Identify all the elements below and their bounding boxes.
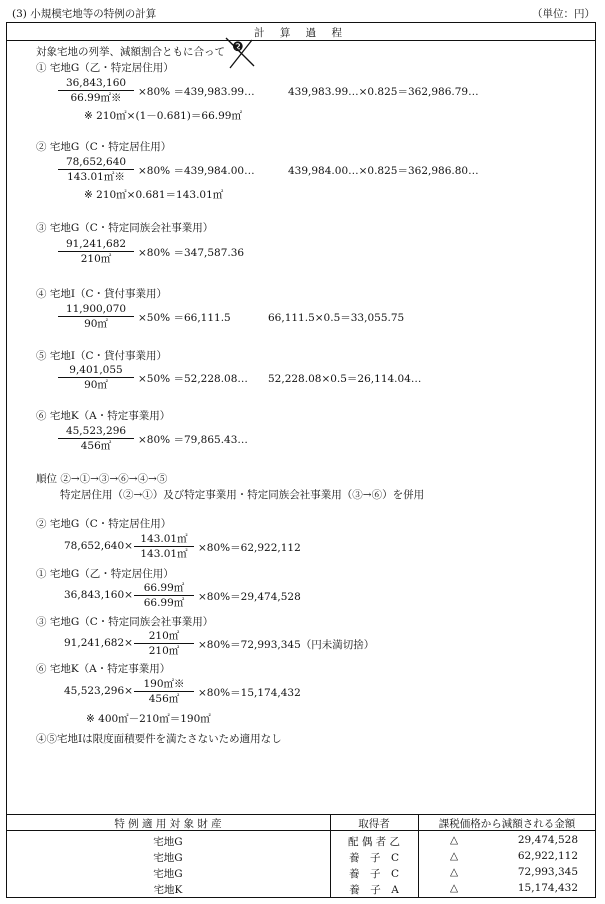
calc-label: ⑥ 宅地K（A・特定事業用） — [36, 663, 171, 675]
fraction — [58, 156, 134, 183]
denominator: 66.99㎡ — [143, 597, 185, 609]
fraction — [134, 582, 194, 609]
conclusion-text: ④⑤宅地Iは限度面積要件を満たさないため適用なし — [36, 733, 282, 745]
item-result: ×80% ＝79,865.43… — [138, 434, 248, 446]
table-top-border — [6, 814, 596, 815]
item-label: ⑤ 宅地I（C・貸付事業用） — [36, 350, 168, 362]
calc-result: ×80%＝29,474,528 — [198, 591, 301, 603]
triangle-icon: △ — [450, 834, 459, 846]
numerator: 11,900,070 — [58, 303, 134, 317]
item-label: ④ 宅地I（C・貸付事業用） — [36, 288, 168, 300]
item-result: ×80% ＝347,587.36 — [138, 247, 245, 259]
table-header-asset: 特 例 適 用 対 象 財 産 — [114, 818, 222, 830]
denominator: 90㎡ — [84, 318, 108, 330]
acquirer-cell: 養 子 C — [348, 868, 400, 880]
numerator: 9,401,055 — [58, 364, 134, 378]
amount-cell: 29,474,528 — [517, 834, 578, 846]
item-result: ×80% ＝439,984.00… — [138, 165, 255, 177]
calc-label: ② 宅地G（C・特定居住用） — [36, 518, 172, 530]
numerator: 36,843,160 — [58, 77, 134, 91]
acquirer-cell: 養 子 C — [348, 852, 400, 864]
amount-cell: 62,922,112 — [517, 850, 578, 862]
fraction — [58, 364, 134, 391]
calc-base: 45,523,296× — [64, 685, 133, 697]
calc-base: 36,843,160× — [64, 589, 133, 601]
table-header-amount: 課税価格から減額される金額 — [438, 818, 576, 830]
calc-label: ① 宅地G（乙・特定居住用） — [36, 568, 174, 580]
numerator: 66.99㎡ — [134, 582, 194, 596]
calc-result: ×80%＝72,993,345（円未満切捨） — [198, 639, 375, 651]
fraction — [58, 238, 134, 265]
fraction — [58, 77, 134, 104]
checkmark-icon — [222, 34, 258, 70]
calc-note: ※ 400㎡－210㎡＝190㎡ — [86, 713, 211, 725]
numerator: 45,523,296 — [58, 425, 134, 439]
item-result: ×50% ＝66,111.5 — [138, 312, 231, 324]
triangle-icon: △ — [450, 866, 459, 878]
intro-text: 対象宅地の列挙、減額割合ともに合って — [36, 46, 225, 58]
numerator: 143.01㎡ — [134, 533, 194, 547]
item-side-calc: 66,111.5×0.5＝33,055.75 — [268, 312, 405, 324]
denominator: 210㎡ — [148, 645, 180, 657]
asset-cell: 宅地K — [153, 884, 183, 896]
asset-cell: 宅地G — [153, 868, 183, 880]
item-side-calc: 52,228.08×0.5＝26,114.04… — [268, 373, 422, 385]
fraction — [134, 533, 194, 560]
item-result: ×80% ＝439,983.99… — [138, 86, 255, 98]
item-side-calc: 439,984.00…×0.825＝362,986.80… — [288, 165, 479, 177]
triangle-icon: △ — [450, 850, 459, 862]
triangle-icon: △ — [450, 882, 459, 894]
asset-cell: 宅地G — [153, 852, 183, 864]
item-note: ※ 210㎡×(1－0.681)＝66.99㎡ — [84, 110, 242, 122]
amount-cell: 72,993,345 — [517, 866, 578, 878]
numerator: 78,652,640 — [58, 156, 134, 170]
item-label: ③ 宅地G（C・特定同族会社事業用） — [36, 222, 214, 234]
fraction — [58, 303, 134, 330]
denominator: 143.01㎡※ — [67, 171, 125, 183]
calc-result: ×80%＝15,174,432 — [198, 687, 301, 699]
numerator: 190㎡※ — [134, 678, 194, 692]
denominator: 66.99㎡※ — [70, 92, 122, 104]
calc-result: ×80%＝62,922,112 — [198, 542, 301, 554]
grade-marker: ❷ — [232, 40, 244, 55]
item-result: ×50% ＝52,228.08… — [138, 373, 248, 385]
amount-cell: 15,174,432 — [517, 882, 578, 894]
fraction — [134, 630, 194, 657]
item-side-calc: 439,983.99…×0.825＝362,986.79… — [288, 86, 479, 98]
numerator: 210㎡ — [134, 630, 194, 644]
asset-cell: 宅地G — [153, 836, 183, 848]
calc-base: 78,652,640× — [64, 540, 133, 552]
item-label: ① 宅地G（乙・特定居住用） — [36, 62, 174, 74]
denominator: 210㎡ — [80, 253, 112, 265]
denominator: 456㎡ — [148, 693, 180, 705]
numerator: 91,241,682 — [58, 238, 134, 252]
denominator: 90㎡ — [84, 379, 108, 391]
priority-order: 順位 ②→①→③→⑥→④→⑤ — [36, 473, 168, 485]
item-label: ② 宅地G（C・特定居住用） — [36, 141, 172, 153]
calc-base: 91,241,682× — [64, 637, 133, 649]
fraction — [58, 425, 134, 452]
fraction — [134, 678, 194, 705]
acquirer-cell: 配 偶 者 乙 — [347, 836, 400, 848]
item-label: ⑥ 宅地K（A・特定事業用） — [36, 410, 171, 422]
denominator: 456㎡ — [80, 440, 112, 452]
table-header-acquirer: 取得者 — [358, 818, 390, 830]
heading-divider — [6, 40, 596, 41]
priority-note: 特定居住用（②→①）及び特定事業用・特定同族会社事業用（③→⑥）を併用 — [60, 489, 425, 501]
section-heading: 計 算 過 程 — [253, 27, 348, 39]
denominator: 143.01㎡ — [140, 548, 188, 560]
document-title: (3) 小規模宅地等の特例の計算 — [12, 8, 157, 20]
unit-label: （単位：円） — [532, 8, 595, 20]
item-note: ※ 210㎡×0.681＝143.01㎡ — [84, 189, 224, 201]
calc-label: ③ 宅地G（C・特定同族会社事業用） — [36, 616, 214, 628]
acquirer-cell: 養 子 A — [349, 884, 399, 896]
